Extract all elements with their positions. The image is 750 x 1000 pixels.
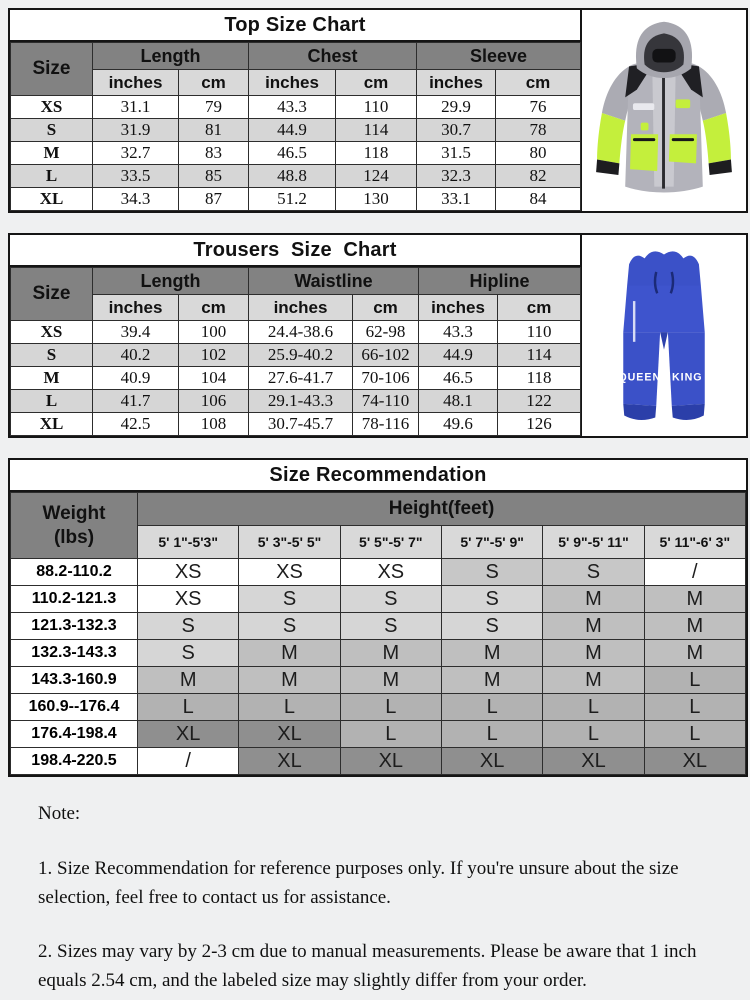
value-cell: 30.7: [417, 119, 496, 142]
value-cell: 114: [336, 119, 417, 142]
recommended-size-cell: XS: [138, 559, 239, 586]
weight-cell: 110.2-121.3: [11, 586, 138, 613]
table-row: [11, 344, 581, 367]
value-cell: 29.9: [417, 96, 496, 119]
recommended-size-cell: S: [441, 559, 542, 586]
value-cell: 78-116: [353, 413, 419, 436]
value-cell: 78: [496, 119, 581, 142]
weight-label: Weight: [42, 502, 106, 524]
value-cell: 48.1: [419, 390, 498, 413]
size-cell: XS: [11, 96, 93, 119]
note-item-1: 1. Size Recommendation for reference purposes only. If you're unsure about the size selection, feel free to contact us for assistance.: [38, 858, 679, 908]
recommended-size-cell: L: [239, 694, 340, 721]
size-cell: XS: [11, 321, 93, 344]
value-cell: 74-110: [353, 390, 419, 413]
table-row: [11, 413, 581, 436]
value-cell: 76: [496, 96, 581, 119]
recommended-size-cell: M: [543, 667, 644, 694]
value-cell: 122: [498, 390, 581, 413]
recommended-size-cell: M: [441, 667, 542, 694]
value-cell: 84: [496, 188, 581, 211]
value-cell: 46.5: [249, 142, 336, 165]
recommended-size-cell: L: [644, 721, 745, 748]
recommended-size-cell: L: [543, 694, 644, 721]
note-item-2: 2. Sizes may vary by 2-3 cm due to manual measurements. Please be aware that 1 inch equals 2.54 cm, and the labeled size may slightly differ from your order.: [38, 941, 697, 991]
trousers-image: [582, 235, 746, 436]
recommended-size-cell: S: [441, 613, 542, 640]
value-cell: 40.2: [93, 344, 179, 367]
value-cell: 30.7-45.7: [249, 413, 353, 436]
recommended-size-cell: M: [543, 586, 644, 613]
recommended-size-cell: XL: [340, 748, 441, 775]
value-cell: 44.9: [249, 119, 336, 142]
weight-unit-label: (lbs): [53, 526, 95, 548]
height-range-header: 5' 9"-5' 11": [543, 526, 644, 559]
recommended-size-cell: L: [441, 721, 542, 748]
recommended-size-cell: M: [543, 640, 644, 667]
recommended-size-cell: S: [340, 613, 441, 640]
top-chart-title: Top Size Chart: [10, 10, 580, 42]
recommended-size-cell: XL: [239, 748, 340, 775]
size-cell: L: [11, 390, 93, 413]
height-group-header: Height(feet): [138, 493, 746, 526]
weight-cell: 121.3-132.3: [11, 613, 138, 640]
recommended-size-cell: XS: [340, 559, 441, 586]
value-cell: 43.3: [419, 321, 498, 344]
trousers-body: [623, 251, 704, 420]
value-cell: 104: [179, 367, 249, 390]
size-cell: L: [11, 165, 93, 188]
recommended-size-cell: S: [441, 586, 542, 613]
recommended-size-cell: M: [644, 586, 745, 613]
table-row: [11, 613, 746, 640]
value-cell: 46.5: [419, 367, 498, 390]
top-size-section: [8, 8, 748, 213]
value-cell: 32.7: [93, 142, 179, 165]
note-section: [38, 803, 724, 995]
value-cell: 51.2: [249, 188, 336, 211]
unit-header: cm: [336, 70, 417, 96]
size-cell: XL: [11, 413, 93, 436]
height-range-header: 5' 3"-5' 5": [239, 526, 340, 559]
unit-header: cm: [179, 70, 249, 96]
value-cell: 25.9-40.2: [249, 344, 353, 367]
recommended-size-cell: M: [644, 640, 745, 667]
size-cell: M: [11, 142, 93, 165]
value-cell: 34.3: [93, 188, 179, 211]
length-group-header: Length: [93, 268, 249, 295]
value-cell: 33.1: [417, 188, 496, 211]
sleeve-group-header: Sleeve: [417, 43, 581, 70]
recommended-size-cell: XS: [239, 559, 340, 586]
value-cell: 42.5: [93, 413, 179, 436]
recommended-size-cell: M: [644, 613, 745, 640]
jacket-hood: [636, 21, 692, 77]
recommended-size-cell: M: [340, 667, 441, 694]
value-cell: 44.9: [419, 344, 498, 367]
length-group-header: Length: [93, 43, 249, 70]
table-row: [11, 640, 746, 667]
value-cell: 83: [179, 142, 249, 165]
unit-header: inches: [419, 295, 498, 321]
hipline-group-header: Hipline: [419, 268, 581, 295]
jacket-body: [625, 60, 703, 192]
value-cell: 110: [336, 96, 417, 119]
unit-header: inches: [93, 70, 179, 96]
recommended-size-cell: L: [543, 721, 644, 748]
size-cell: S: [11, 344, 93, 367]
note-heading: Note:: [38, 803, 81, 824]
weight-column-header: [11, 493, 138, 559]
height-range-header: 5' 7"-5' 9": [441, 526, 542, 559]
table-row: [11, 119, 581, 142]
unit-header: cm: [498, 295, 581, 321]
value-cell: 48.8: [249, 165, 336, 188]
value-cell: 43.3: [249, 96, 336, 119]
value-cell: 114: [498, 344, 581, 367]
trousers-chart-title: Trousers Size Chart: [10, 235, 580, 267]
weight-cell: 88.2-110.2: [11, 559, 138, 586]
value-cell: 124: [336, 165, 417, 188]
recommended-size-cell: L: [644, 667, 745, 694]
table-row: [11, 694, 746, 721]
value-cell: 108: [179, 413, 249, 436]
table-row: [11, 96, 581, 119]
value-cell: 39.4: [93, 321, 179, 344]
height-range-header: 5' 5"-5' 7": [340, 526, 441, 559]
recommended-size-cell: M: [340, 640, 441, 667]
recommended-size-cell: L: [340, 721, 441, 748]
value-cell: 40.9: [93, 367, 179, 390]
recommended-size-cell: M: [138, 667, 239, 694]
value-cell: 130: [336, 188, 417, 211]
value-cell: 106: [179, 390, 249, 413]
value-cell: 118: [498, 367, 581, 390]
top-size-table: [10, 42, 581, 211]
value-cell: 80: [496, 142, 581, 165]
recommended-size-cell: XL: [239, 721, 340, 748]
value-cell: 31.5: [417, 142, 496, 165]
recommended-size-cell: M: [239, 667, 340, 694]
chest-group-header: Chest: [249, 43, 417, 70]
recommended-size-cell: XL: [543, 748, 644, 775]
recommended-size-cell: S: [239, 586, 340, 613]
value-cell: 118: [336, 142, 417, 165]
value-cell: 87: [179, 188, 249, 211]
weight-cell: 132.3-143.3: [11, 640, 138, 667]
value-cell: 27.6-41.7: [249, 367, 353, 390]
table-row: [11, 142, 581, 165]
value-cell: 41.7: [93, 390, 179, 413]
table-row: [11, 748, 746, 775]
table-row: [11, 586, 746, 613]
jacket-image: [582, 10, 746, 211]
recommended-size-cell: L: [644, 694, 745, 721]
recommended-size-cell: /: [138, 748, 239, 775]
trousers-size-section: [8, 233, 748, 438]
value-cell: 49.6: [419, 413, 498, 436]
recommended-size-cell: S: [340, 586, 441, 613]
trousers-size-chart: [10, 235, 582, 436]
recommended-size-cell: M: [543, 613, 644, 640]
size-column-header: Size: [11, 268, 93, 321]
recommended-size-cell: S: [138, 613, 239, 640]
value-cell: 32.3: [417, 165, 496, 188]
recommended-size-cell: XL: [441, 748, 542, 775]
value-cell: 31.1: [93, 96, 179, 119]
table-row: [11, 721, 746, 748]
value-cell: 110: [498, 321, 581, 344]
value-cell: 81: [179, 119, 249, 142]
size-recommendation-section: [8, 458, 748, 777]
unit-header: cm: [496, 70, 581, 96]
table-row: [11, 165, 581, 188]
recommended-size-cell: S: [138, 640, 239, 667]
table-row: [11, 321, 581, 344]
recommended-size-cell: L: [441, 694, 542, 721]
queen-label: QUEEN: [618, 371, 662, 384]
value-cell: 33.5: [93, 165, 179, 188]
value-cell: 29.1-43.3: [249, 390, 353, 413]
leg-stitch-detail: [633, 301, 635, 342]
unit-header: inches: [249, 295, 353, 321]
value-cell: 102: [179, 344, 249, 367]
value-cell: 70-106: [353, 367, 419, 390]
value-cell: 85: [179, 165, 249, 188]
height-range-header: 5' 1"-5'3": [138, 526, 239, 559]
height-range-header: 5' 11"-6' 3": [644, 526, 745, 559]
table-row: [11, 559, 746, 586]
value-cell: 62-98: [353, 321, 419, 344]
recommended-size-cell: XL: [138, 721, 239, 748]
trousers-illustration: [585, 239, 743, 433]
waistline-group-header: Waistline: [249, 268, 419, 295]
trousers-size-table: [10, 267, 581, 436]
table-row: [11, 188, 581, 211]
recommended-size-cell: /: [644, 559, 745, 586]
unit-header: inches: [93, 295, 179, 321]
value-cell: 82: [496, 165, 581, 188]
size-cell: M: [11, 367, 93, 390]
value-cell: 126: [498, 413, 581, 436]
size-column-header: Size: [11, 43, 93, 96]
unit-header: inches: [417, 70, 496, 96]
size-recommendation-table: [10, 492, 746, 775]
recommended-size-cell: XL: [644, 748, 745, 775]
table-row: [11, 390, 581, 413]
unit-header: cm: [179, 295, 249, 321]
weight-cell: 143.3-160.9: [11, 667, 138, 694]
value-cell: 66-102: [353, 344, 419, 367]
size-cell: S: [11, 119, 93, 142]
jacket-illustration: [585, 14, 743, 208]
recommended-size-cell: XS: [138, 586, 239, 613]
recommended-size-cell: M: [239, 640, 340, 667]
top-size-chart: [10, 10, 582, 211]
value-cell: 24.4-38.6: [249, 321, 353, 344]
size-cell: XL: [11, 188, 93, 211]
unit-header: cm: [353, 295, 419, 321]
table-row: [11, 367, 581, 390]
unit-header: inches: [249, 70, 336, 96]
value-cell: 79: [179, 96, 249, 119]
weight-cell: 160.9--176.4: [11, 694, 138, 721]
recommended-size-cell: S: [239, 613, 340, 640]
recommended-size-cell: S: [543, 559, 644, 586]
recommended-size-cell: L: [340, 694, 441, 721]
weight-cell: 176.4-198.4: [11, 721, 138, 748]
table-row: [11, 667, 746, 694]
recommended-size-cell: M: [441, 640, 542, 667]
value-cell: 100: [179, 321, 249, 344]
recommendation-title: Size Recommendation: [10, 460, 746, 492]
weight-cell: 198.4-220.5: [11, 748, 138, 775]
value-cell: 31.9: [93, 119, 179, 142]
recommended-size-cell: L: [138, 694, 239, 721]
king-label: KING: [672, 371, 703, 384]
